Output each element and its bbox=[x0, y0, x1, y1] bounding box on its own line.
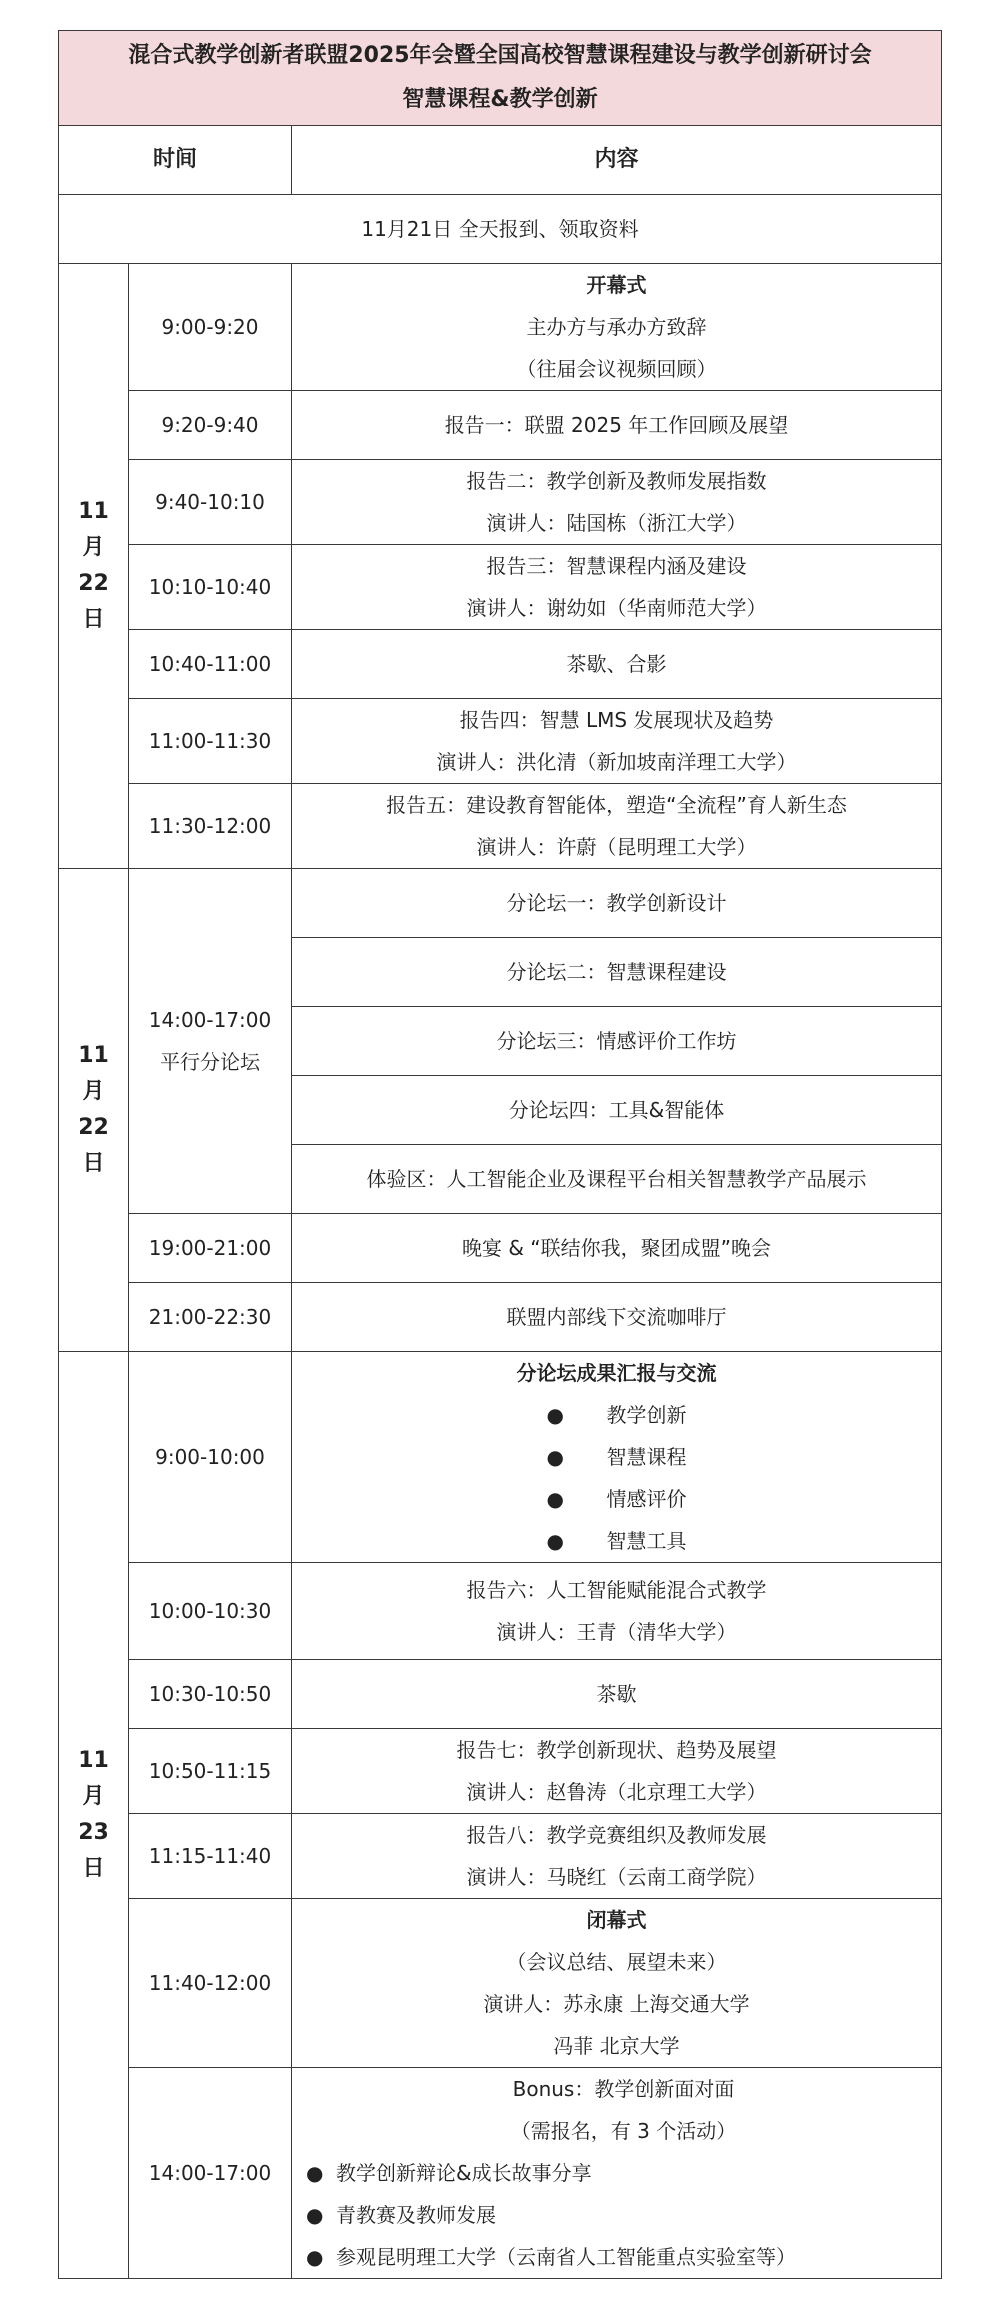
column-header-content: 内容 bbox=[292, 126, 942, 195]
agenda-subtitle: 智慧课程&教学创新 bbox=[402, 87, 598, 112]
forum-cell: 分论坛三：情感评价工作坊 bbox=[292, 1007, 942, 1076]
content-cell: 报告四：智慧 LMS 发展现状及趋势 演讲人：洪化清（新加坡南洋理工大学） bbox=[292, 699, 942, 784]
time-cell: 10:30-10:50 bbox=[129, 1660, 292, 1729]
time-cell: 11:00-11:30 bbox=[129, 699, 292, 784]
time-cell: 19:00-21:00 bbox=[129, 1214, 292, 1283]
time-cell: 14:00-17:00 bbox=[129, 2068, 292, 2279]
day-label-nov23: 11 月 23 日 bbox=[59, 1352, 129, 2279]
content-cell: 报告一：联盟 2025 年工作回顾及展望 bbox=[292, 391, 942, 460]
forum-cell: 分论坛四：工具&智能体 bbox=[292, 1076, 942, 1145]
agenda-title: 混合式教学创新者联盟2025年会暨全国高校智慧课程建设与教学创新研讨会 bbox=[128, 43, 872, 68]
content-cell: 报告六：人工智能赋能混合式教学 演讲人：王青（清华大学） bbox=[292, 1563, 942, 1660]
bonus-cell: Bonus：教学创新面对面 （需报名，有 3 个活动） ● 教学创新辩论&成长故事分享 ● 青教赛及教师发展 ● 参观昆明理工大学（云南省人工智能重点实验室等） bbox=[292, 2068, 942, 2279]
content-cell: 晚宴 & “联结你我，聚团成盟”晚会 bbox=[292, 1214, 942, 1283]
time-cell: 10:40-11:00 bbox=[129, 630, 292, 699]
content-cell: 报告三：智慧课程内涵及建设 演讲人：谢幼如（华南师范大学） bbox=[292, 545, 942, 630]
content-cell: 报告二：教学创新及教师发展指数 演讲人：陆国栋（浙江大学） bbox=[292, 460, 942, 545]
content-cell: 茶歇、合影 bbox=[292, 630, 942, 699]
parallel-forum-time-cell: 14:00-17:00 平行分论坛 bbox=[129, 869, 292, 1214]
content-cell: 报告五：建设教育智能体，塑造“全流程”育人新生态 演讲人：许蔚（昆明理工大学） bbox=[292, 784, 942, 869]
agenda-title-cell bbox=[59, 31, 942, 126]
time-cell: 10:10-10:40 bbox=[129, 545, 292, 630]
time-cell: 10:50-11:15 bbox=[129, 1729, 292, 1814]
forum-cell: 分论坛一：教学创新设计 bbox=[292, 869, 942, 938]
registration-row: 11月21日 全天报到、领取资料 bbox=[59, 195, 942, 264]
column-header-time: 时间 bbox=[59, 126, 292, 195]
time-cell: 10:00-10:30 bbox=[129, 1563, 292, 1660]
day-label-nov22-pm: 11 月 22 日 bbox=[59, 869, 129, 1352]
closing-ceremony-cell: 闭幕式 （会议总结、展望未来） 演讲人：苏永康 上海交通大学 冯菲 北京大学 bbox=[292, 1899, 942, 2068]
summary-bullet-list: ● 教学创新 ● 智慧课程 ● 情感评价 ● 智慧工具 bbox=[546, 1403, 687, 1553]
time-cell: 21:00-22:30 bbox=[129, 1283, 292, 1352]
content-cell: 报告七：教学创新现状、趋势及展望 演讲人：赵鲁涛（北京理工大学） bbox=[292, 1729, 942, 1814]
day-label-nov22-am: 11 月 22 日 bbox=[59, 264, 129, 869]
content-cell: 报告八：教学竞赛组织及教师发展 演讲人：马晓红（云南工商学院） bbox=[292, 1814, 942, 1899]
content-cell: 联盟内部线下交流咖啡厅 bbox=[292, 1283, 942, 1352]
time-cell: 11:30-12:00 bbox=[129, 784, 292, 869]
experience-zone-cell: 体验区：人工智能企业及课程平台相关智慧教学产品展示 bbox=[292, 1145, 942, 1214]
time-cell: 11:15-11:40 bbox=[129, 1814, 292, 1899]
time-cell: 11:40-12:00 bbox=[129, 1899, 292, 2068]
forum-cell: 分论坛二：智慧课程建设 bbox=[292, 938, 942, 1007]
time-cell: 9:00-9:20 bbox=[129, 264, 292, 391]
time-cell: 9:00-10:00 bbox=[129, 1352, 292, 1563]
content-cell: 茶歇 bbox=[292, 1660, 942, 1729]
forum-summary-cell: 分论坛成果汇报与交流 ● 教学创新 ● 智慧课程 ● 情感评价 ● 智慧工具 bbox=[292, 1352, 942, 1563]
opening-ceremony-cell: 开幕式 主办方与承办方致辞 （往届会议视频回顾） bbox=[292, 264, 942, 391]
time-cell: 9:20-9:40 bbox=[129, 391, 292, 460]
time-cell: 9:40-10:10 bbox=[129, 460, 292, 545]
agenda-table bbox=[58, 30, 942, 2279]
